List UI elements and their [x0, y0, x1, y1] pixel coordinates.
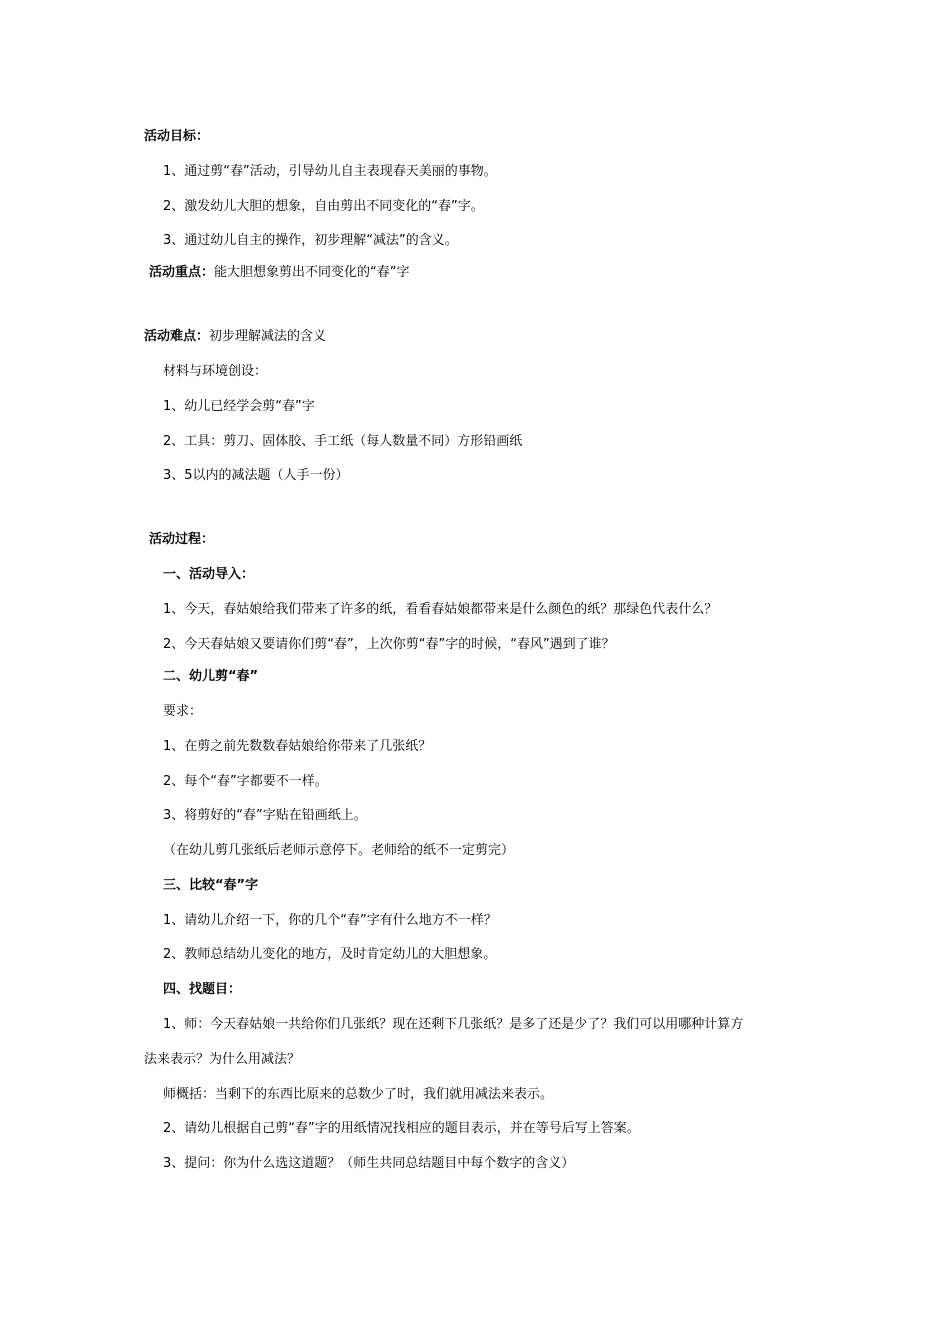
material-item: 3、5以内的减法题（人手一份） — [163, 468, 349, 483]
process-item: 1、师：今天春姑娘一共给你们几张纸？现在还剩下几张纸？是多了还是少了？我们可以用哪种计算方 — [163, 1017, 744, 1032]
section-title: 二、幼儿剪“春” — [163, 669, 259, 684]
goal-item: 2、激发幼儿大胆的想象，自由剪出不同变化的“春”字。 — [163, 199, 484, 214]
difficulty-label: 活动难点： — [144, 329, 210, 344]
focus-line — [149, 264, 410, 282]
requirement-label: 要求： — [163, 704, 203, 719]
process-item: 1、今天，春姑娘给我们带来了许多的纸，看看春姑娘都带来是什么颜色的纸？那绿色代表什么？ — [163, 602, 718, 617]
goal-item: 3、通过幼儿自主的操作，初步理解“减法”的含义。 — [163, 233, 458, 248]
process-item: 2、请幼儿根据自己剪“春”字的用纸情况找相应的题目表示，并在等号后写上答案。 — [163, 1121, 640, 1136]
section-title: 四、找题目： — [163, 982, 242, 997]
process-item: 3、将剪好的“春”字贴在铅画纸上。 — [163, 808, 367, 823]
section-title: 三、比较“春”字 — [163, 878, 259, 893]
process-item: 2、今天春姑娘又要请你们剪“春”，上次你剪“春”字的时候，“春风”遇到了谁？ — [163, 637, 615, 652]
focus-label: 活动重点： — [149, 265, 215, 280]
process-heading: 活动过程： — [149, 532, 215, 547]
goals-heading: 活动目标： — [144, 129, 210, 144]
material-item: 2、工具：剪刀、固体胶、手工纸（每人数量不同）方形铅画纸 — [163, 434, 523, 449]
process-note: （在幼儿剪几张纸后老师示意停下。老师给的纸不一定剪完） — [163, 843, 515, 858]
focus-text: 能大胆想象剪出不同变化的“春”字 — [214, 265, 410, 280]
process-item: 1、在剪之前先数数春姑娘给你带来了几张纸？ — [163, 739, 432, 754]
section-title: 一、活动导入： — [163, 567, 255, 582]
process-item-continued: 法来表示？为什么用减法？ — [144, 1052, 301, 1067]
goal-item: 1、通过剪“春”活动，引导幼儿自主表现春天美丽的事物。 — [163, 164, 497, 179]
process-item: 3、提问：你为什么选这道题？（师生共同总结题目中每个数字的含义） — [163, 1156, 575, 1171]
process-item: 2、教师总结幼儿变化的地方，及时肯定幼儿的大胆想象。 — [163, 947, 497, 962]
process-item: 1、请幼儿介绍一下，你的几个“春”字有什么地方不一样？ — [163, 913, 497, 928]
material-item: 1、幼儿已经学会剪“春”字 — [163, 399, 315, 414]
difficulty-text: 初步理解减法的含义 — [209, 329, 327, 344]
process-item: 2、每个“春”字都要不一样。 — [163, 774, 328, 789]
materials-heading: 材料与环境创设： — [163, 364, 268, 379]
teacher-summary: 师概括：当剩下的东西比原来的总数少了时，我们就用减法来表示。 — [163, 1087, 554, 1102]
difficulty-line — [144, 328, 326, 346]
